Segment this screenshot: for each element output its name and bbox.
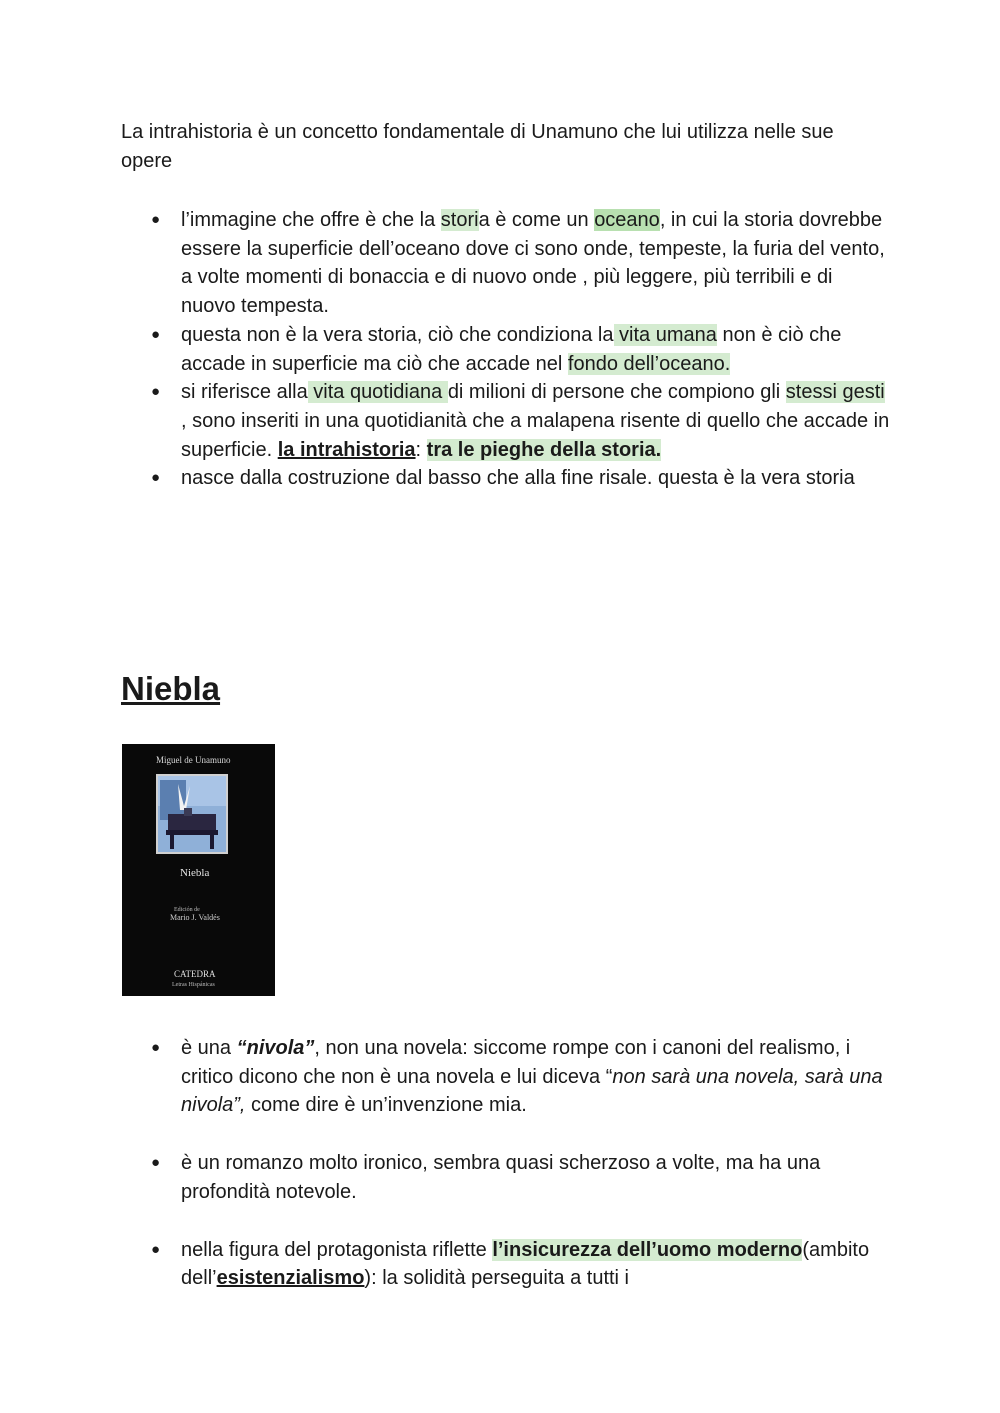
- spacer: [121, 1207, 891, 1236]
- cover-collection: Letras Hispánicas: [172, 982, 215, 988]
- highlight-pieghe-storia: tra le pieghe della storia.: [426, 438, 662, 461]
- list-item-text: , non una novela: siccome rompe con i canoni del realismo, i critico dicono che non è una novela e lui diceva “: [181, 1037, 851, 1088]
- bullet-icon: ●: [151, 1039, 161, 1056]
- cover-edition-label: Edición de: [174, 907, 200, 913]
- list-item: [121, 321, 891, 378]
- list-item-text: nasce dalla costruzione dal basso che alla fine risale. questa è la vera storia: [181, 467, 855, 490]
- list-item: [121, 1034, 891, 1120]
- highlight-oceano: oceano: [594, 209, 660, 231]
- list-item-text: , in cui la storia dovrebbe essere la superficie dell’oceano dove ci sono onde, tempeste, la furia del vento, a volte momenti di bonaccia e di nuovo onde , più leggere, più terribili e di nuovo tempesta.: [181, 209, 885, 318]
- cover-publisher: CATEDRA: [174, 969, 216, 979]
- highlight-insicurezza: l’insicurezza dell’uomo moderno: [492, 1238, 803, 1261]
- bullet-icon: ●: [151, 1240, 161, 1258]
- list-item-text: questa non è la vera storia, ciò che condiziona la: [181, 323, 614, 346]
- list-item: [121, 206, 891, 321]
- highlight-vita-quotidiana: vita quotidiana: [307, 381, 448, 404]
- bullet-icon: ●: [151, 383, 161, 401]
- list-item-text: si riferisce alla: [181, 381, 308, 404]
- bullet-icon: ●: [151, 325, 161, 343]
- list-item-text: è un romanzo molto ironico, sembra quasi scherzoso a volte, ma ha una profondità notevole.: [181, 1152, 821, 1203]
- highlight-stessi-gesti: stessi gesti: [785, 381, 885, 404]
- list-item-text: ): la solidità perseguita a tutti i: [364, 1267, 630, 1290]
- list-item-text: (ambito dell’: [181, 1238, 870, 1290]
- list-item-text: , sono inseriti in una quotidianità che a malapena risente di quello che accade in superficie.: [181, 409, 890, 461]
- highlight-vita-umana: vita umana: [613, 323, 717, 346]
- list-item-text: a è come un: [478, 209, 595, 231]
- underlined-term: la intrahistoria: [277, 438, 416, 461]
- intrahistoria-list: [121, 206, 891, 493]
- spacer: [121, 1120, 891, 1149]
- list-item: [121, 1149, 891, 1206]
- underlined-term: esistenzialismo: [216, 1267, 365, 1290]
- cover-editor: Mario J. Valdés: [170, 913, 220, 922]
- list-item-text: come dire è un’invenzione mia.: [245, 1094, 527, 1117]
- list-item-text: l’immagine che offre è che la: [181, 209, 441, 231]
- list-item: [121, 378, 891, 464]
- bullet-icon: ●: [151, 469, 161, 487]
- cover-title: Niebla: [180, 867, 210, 879]
- intro-paragraph: La intrahistoria è un concetto fondamentale di Unamuno che lui utilizza nelle sue opere: [121, 121, 834, 172]
- section-title: Niebla: [121, 670, 221, 707]
- list-item-text: è una: [181, 1037, 237, 1059]
- highlight-fondo-oceano: fondo dell’oceano.: [567, 352, 731, 375]
- list-item-text: non è ciò che accade in superficie ma ciò che accade nel: [181, 323, 842, 375]
- book-cover-image: [122, 744, 275, 996]
- list-item: [121, 464, 891, 493]
- list-item-text: :: [415, 438, 427, 461]
- niebla-list: [121, 1034, 891, 1293]
- term-nivola: “nivola”: [236, 1037, 315, 1059]
- list-item-text: di milioni di persone che compiono gli: [447, 381, 786, 404]
- cover-author: Miguel de Unamuno: [156, 755, 231, 765]
- list-item: [121, 1236, 891, 1293]
- highlight-storia: stori: [440, 209, 479, 231]
- bullet-icon: ●: [151, 1154, 161, 1172]
- italic-quote: non sarà una novela, sarà una nivola”,: [181, 1065, 883, 1117]
- bullet-icon: ●: [151, 211, 161, 228]
- list-item-text: nella figura del protagonista riflette: [181, 1238, 493, 1261]
